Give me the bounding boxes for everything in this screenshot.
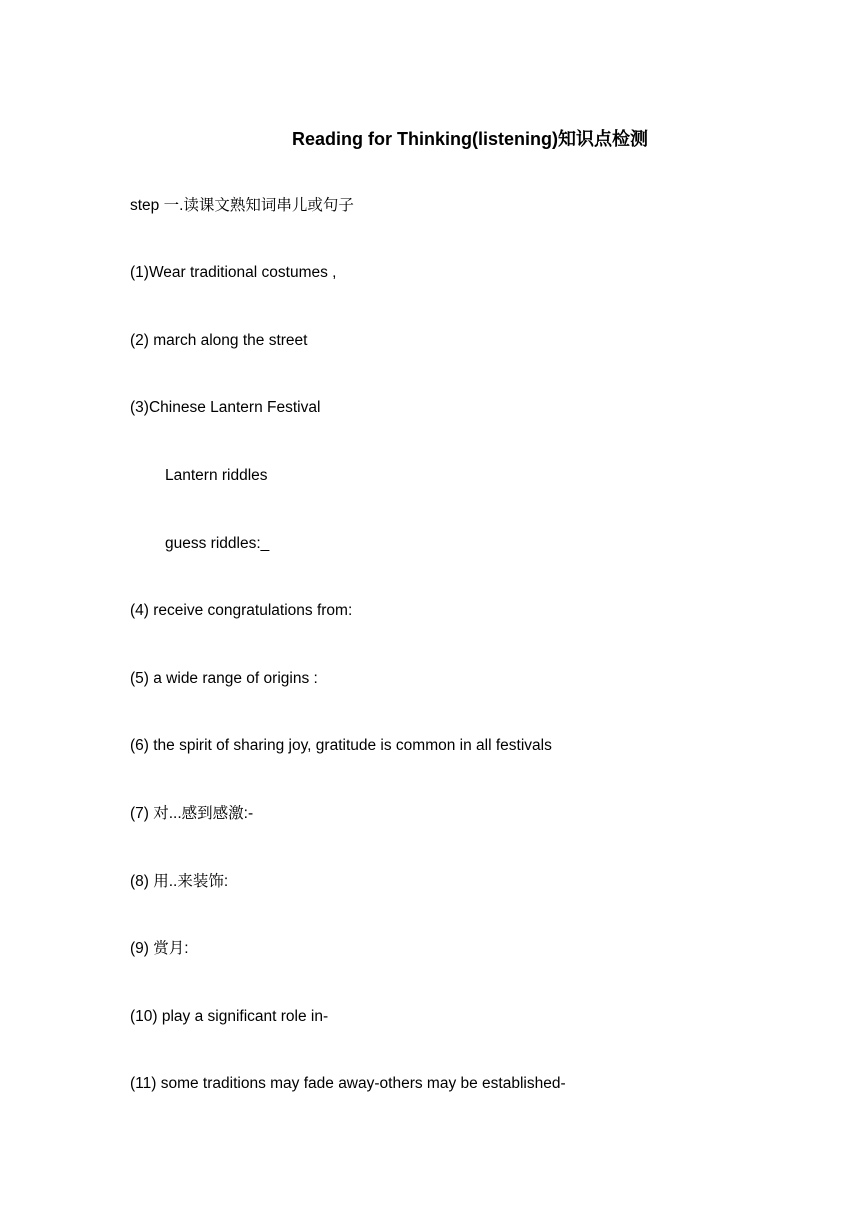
item-9: (9) 赏月: bbox=[130, 940, 189, 957]
item-5: (5) a wide range of origins : bbox=[130, 670, 318, 687]
item-10: (10) play a significant role in- bbox=[130, 1008, 329, 1025]
item-7: (7) 对...感到感激:- bbox=[130, 805, 254, 822]
item-4: (4) receive congratulations from: bbox=[130, 602, 353, 619]
item-11: (11) some traditions may fade away-others may be established- bbox=[130, 1075, 566, 1092]
item-3-sub-2: guess riddles:_ bbox=[165, 535, 270, 552]
item-6: (6) the spirit of sharing joy, gratitude is common in all festivals bbox=[130, 737, 552, 754]
item-8: (8) 用..来装饰: bbox=[130, 873, 229, 890]
item-3-sub-1: Lantern riddles bbox=[165, 467, 268, 484]
step-heading: step 一.读课文熟知词串儿或句子 bbox=[130, 197, 354, 214]
item-1: (1)Wear traditional costumes , bbox=[130, 264, 337, 281]
item-2: (2) march along the street bbox=[130, 332, 308, 349]
item-3: (3)Chinese Lantern Festival bbox=[130, 399, 321, 416]
document-title: Reading for Thinking(listening)知识点检测 bbox=[292, 129, 648, 149]
